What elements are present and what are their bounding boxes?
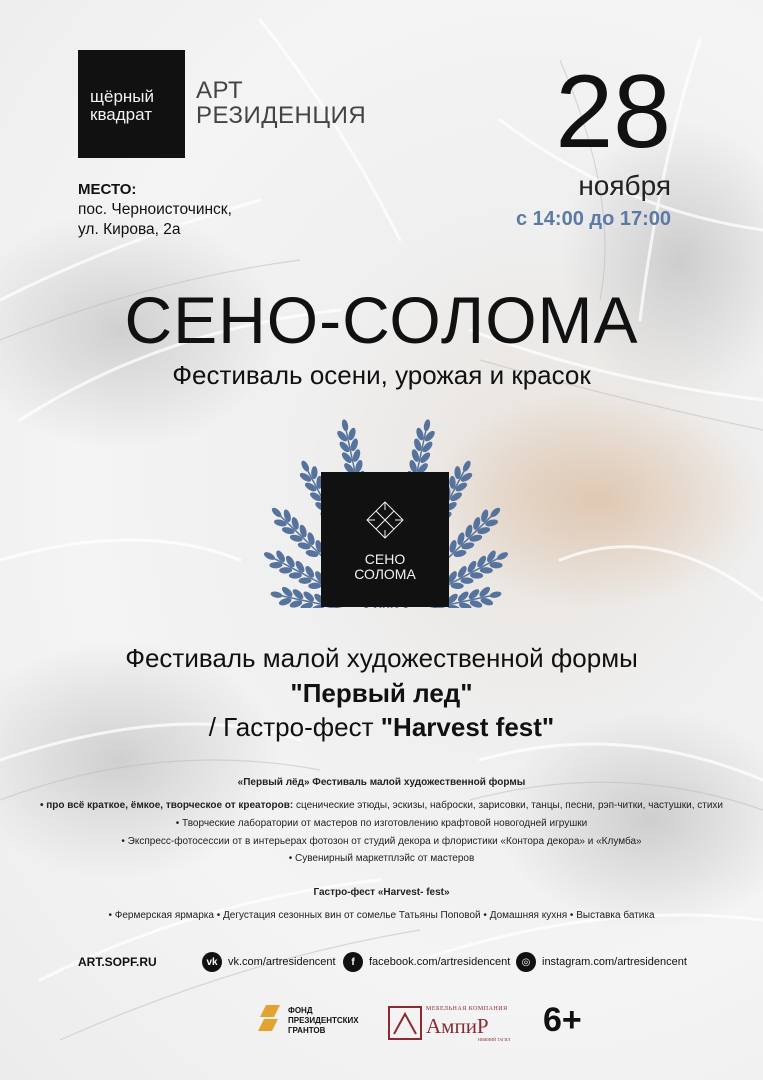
art-residence-line2: РЕЗИДЕНЦИЯ [196,102,367,129]
page-title: СЕНО-СОЛОМА [124,283,639,357]
fund-line2: ПРЕЗИДЕНТСКИХ [288,1016,359,1025]
grant-fund-icon [258,1003,284,1033]
logo-line1: щёрный [90,87,154,106]
festival-line3-bold: "Harvest fest" [380,712,555,742]
instagram-link-text: instagram.com/artresidencent [542,956,687,968]
ampir-sub: НИЖНИЙ ТАГИЛ [478,1037,511,1042]
black-square-logo [78,50,185,158]
instagram-icon: ◎ [516,952,536,972]
ampir-top: МЕБЕЛЬНАЯ КОМПАНИЯ [426,1006,508,1012]
info-heading2: Гастро-фест «Harvest- fest» [313,887,450,898]
info-bullet5: • Фермерская ярмарка • Дегустация сезонных вин от сомелье Татьяны Поповой • Домашняя кухня • Выставка батика [108,910,655,921]
vk-icon: vk [202,952,222,972]
festival-line3-prefix: / Гастро-фест [208,712,381,742]
emblem-line1: СЕНО [364,551,406,567]
presidential-grants-logo [258,1003,378,1043]
info-bullet1 [0,800,763,811]
fund-line1: ФОНД [288,1006,313,1015]
emblem-line2: СОЛОМА [354,566,416,582]
site-link[interactable]: ART.SOPF.RU [78,955,157,969]
festival-line2: "Первый лед" [290,678,473,708]
instagram-link[interactable] [516,951,687,973]
ampir-logo [388,1004,518,1044]
art-residence-label [196,78,366,128]
logo-line2: квадрат [90,105,152,124]
fund-line3: ГРАНТОВ [288,1026,326,1035]
info-bullet2: • Творческие лаборатории от мастеров по изготовлению крафтовой новогодней игрушки [175,818,588,829]
info-bullet3: • Экспресс-фотосессии от в интерьерах фотозон от студий декора и флористики «Контора декора» и «Клумба» [121,836,642,847]
facebook-link-text: facebook.com/artresidencent [369,956,511,968]
date-time: с 14:00 до 17:00 [515,208,671,230]
ampir-name: АмпиР [426,1014,489,1038]
vk-link-text: vk.com/artresidencent [228,956,336,968]
place-address-line1: пос. Черноисточинск, [78,201,232,218]
age-rating: 6+ [543,1001,582,1039]
info-bullet1-rest: сценические этюды, эскизы, наброски, зарисовки, танцы, песни, рэп-читки, частушки, стихи [293,800,723,811]
seno-soloma-logo [321,472,449,607]
facebook-icon: f [343,952,363,972]
date-month: ноября [578,170,671,201]
festival-line1: Фестиваль малой художественной формы [125,643,638,673]
ampir-emblem-icon [388,1006,422,1040]
date-day: 28 [555,54,671,170]
place-label: МЕСТО: [78,181,137,198]
art-residence-line1: АРТ [196,77,244,104]
vk-link[interactable] [202,951,336,973]
info-bullet4: • Сувенирный маркетплэйс от мастеров [288,853,475,864]
festival-line3 [0,712,763,743]
diamond-pattern-icon [365,500,405,540]
info-bullet1-bold: • про всё краткое, ёмкое, творческое от креаторов: [39,800,294,811]
facebook-link[interactable] [343,951,510,973]
page-subtitle: Фестиваль осени, урожая и красок [172,360,591,390]
info-heading1: «Первый лёд» Фестиваль малой художественной формы [237,777,526,788]
place-address-line2: ул. Кирова, 2а [78,221,181,238]
